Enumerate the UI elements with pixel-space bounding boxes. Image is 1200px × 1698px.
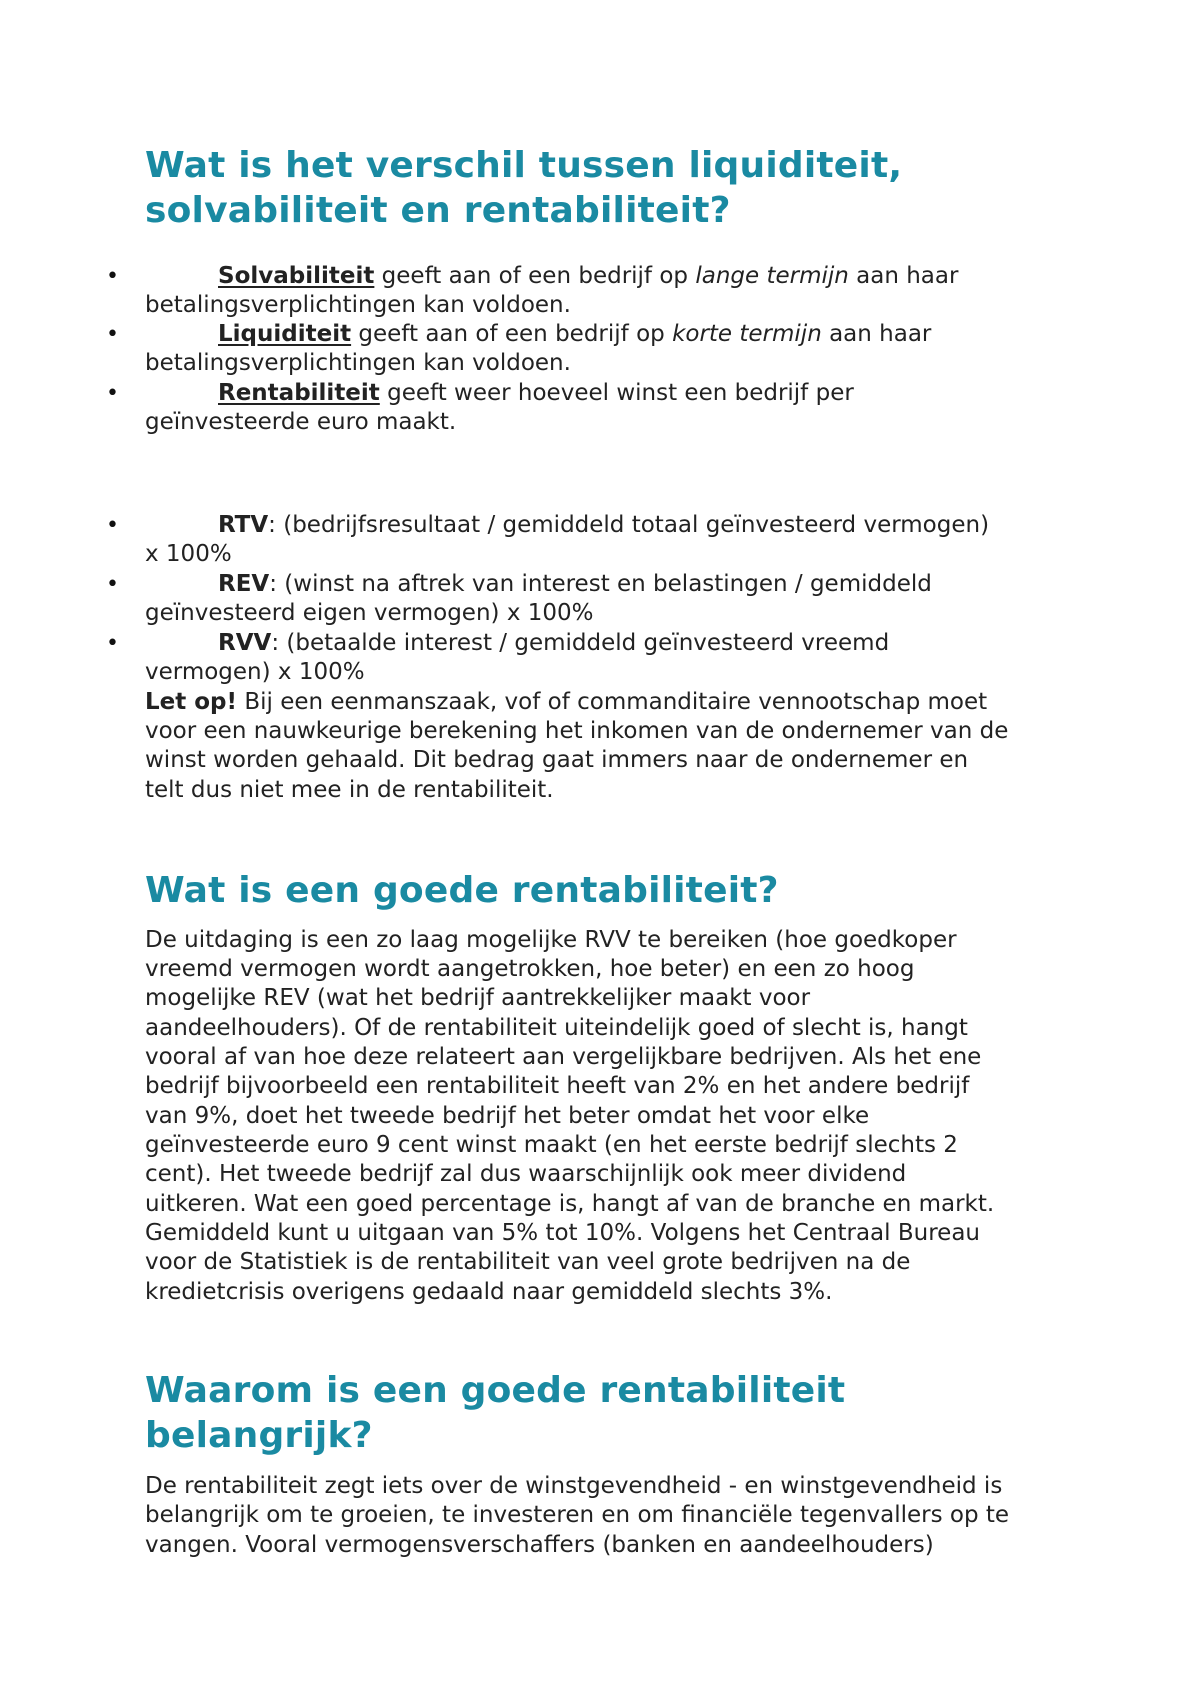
paragraph-line: uitkeren. Wat een goed percentage is, hangt af van de branche en markt. [145, 1191, 995, 1217]
paragraph-line: aandeelhouders). Of de rentabiliteit uiteindelijk goed of slecht is, hangt [145, 1015, 968, 1041]
paragraph-line: De rentabiliteit zegt iets over de winstgevendheid - en winstgevendheid is [145, 1473, 1003, 1499]
paragraph-line: mogelijke REV (wat het bedrijf aantrekkelijker maakt voor [145, 985, 811, 1011]
paragraph-line: vooral af van hoe deze relateert aan vergelijkbare bedrijven. Als het ene [145, 1044, 982, 1070]
note-label: Let op! [145, 689, 238, 715]
definition-liquiditeit-cont: betalingsverplichtingen kan voldoen. [145, 350, 571, 376]
definition-solvabiliteit-cont: betalingsverplichtingen kan voldoen. [145, 292, 571, 318]
paragraph-line: De uitdaging is een zo laag mogelijke RVV te bereiken (hoe goedkoper [145, 927, 957, 953]
heading-verschil-line2: solvabiliteit en rentabiliteit? [145, 190, 731, 231]
formula-rev: REV: (winst na aftrek van interest en belastingen / gemiddeld [218, 571, 932, 597]
bullet-icon: • [106, 513, 119, 538]
formula-rtv-cont: x 100% [145, 541, 232, 567]
formula-label-rvv: RVV [218, 630, 272, 656]
definition-rentabiliteit-cont: geïnvesteerde euro maakt. [145, 409, 457, 435]
heading-goede-rentabiliteit: Wat is een goede rentabiliteit? [145, 870, 779, 911]
paragraph-line: vangen. Vooral vermogensverschaffers (banken en aandeelhouders) [145, 1532, 934, 1558]
note-line: telt dus niet mee in de rentabiliteit. [145, 777, 554, 803]
definition-liquiditeit: Liquiditeit geeft aan of een bedrijf op korte termijn aan haar [218, 321, 932, 347]
formula-label-rtv: RTV [218, 512, 269, 538]
paragraph-line: cent). Het tweede bedrijf zal dus waarschijnlijk ook meer dividend [145, 1161, 907, 1187]
paragraph-line: van 9%, doet het tweede bedrijf het beter omdat het voor elke [145, 1103, 870, 1129]
formula-rtv: RTV: (bedrijfsresultaat / gemiddeld totaal geïnvesteerd vermogen) [218, 512, 990, 538]
formula-rvv-cont: vermogen) x 100% [145, 659, 365, 685]
note-line: voor een nauwkeurige berekening het inkomen van de ondernemer van de [145, 718, 1009, 744]
term-solvabiliteit: Solvabiliteit [218, 263, 375, 289]
definition-solvabiliteit: Solvabiliteit geeft aan of een bedrijf op lange termijn aan haar [218, 263, 959, 289]
paragraph-line: vreemd vermogen wordt aangetrokken, hoe beter) en een zo hoog [145, 956, 915, 982]
formula-label-rev: REV [218, 571, 270, 597]
paragraph-line: belangrijk om te groeien, te investeren en om financiële tegenvallers op te [145, 1502, 1010, 1528]
bullet-icon: • [106, 572, 119, 597]
paragraph-line: geïnvesteerde euro 9 cent winst maakt (en het eerste bedrijf slechts 2 [145, 1132, 958, 1158]
definition-rentabiliteit: Rentabiliteit geeft weer hoeveel winst een bedrijf per [218, 380, 854, 406]
term-rentabiliteit: Rentabiliteit [218, 380, 380, 406]
bullet-icon: • [106, 381, 119, 406]
formula-rev-cont: geïnvesteerd eigen vermogen) x 100% [145, 600, 594, 626]
heading-waarom-line2: belangrijk? [145, 1415, 373, 1456]
heading-waarom-line1: Waarom is een goede rentabiliteit [145, 1370, 846, 1411]
paragraph-line: kredietcrisis overigens gedaald naar gemiddeld slechts 3%. [145, 1279, 833, 1305]
bullet-icon: • [106, 631, 119, 656]
paragraph-line: bedrijf bijvoorbeeld een rentabiliteit heeft van 2% en het andere bedrijf [145, 1073, 970, 1099]
heading-verschil-line1: Wat is het verschil tussen liquiditeit, [145, 145, 903, 186]
paragraph-line: Gemiddeld kunt u uitgaan van 5% tot 10%. Volgens het Centraal Bureau [145, 1220, 980, 1246]
note-line: winst worden gehaald. Dit bedrag gaat immers naar de ondernemer en [145, 747, 969, 773]
term-liquiditeit: Liquiditeit [218, 321, 352, 347]
bullet-icon: • [106, 264, 119, 289]
note-line: Let op! Bij een eenmanszaak, vof of commanditaire vennootschap moet [145, 689, 988, 715]
bullet-icon: • [106, 322, 119, 347]
formula-rvv: RVV: (betaalde interest / gemiddeld geïnvesteerd vreemd [218, 630, 890, 656]
paragraph-line: voor de Statistiek is de rentabiliteit van veel grote bedrijven na de [145, 1249, 911, 1275]
